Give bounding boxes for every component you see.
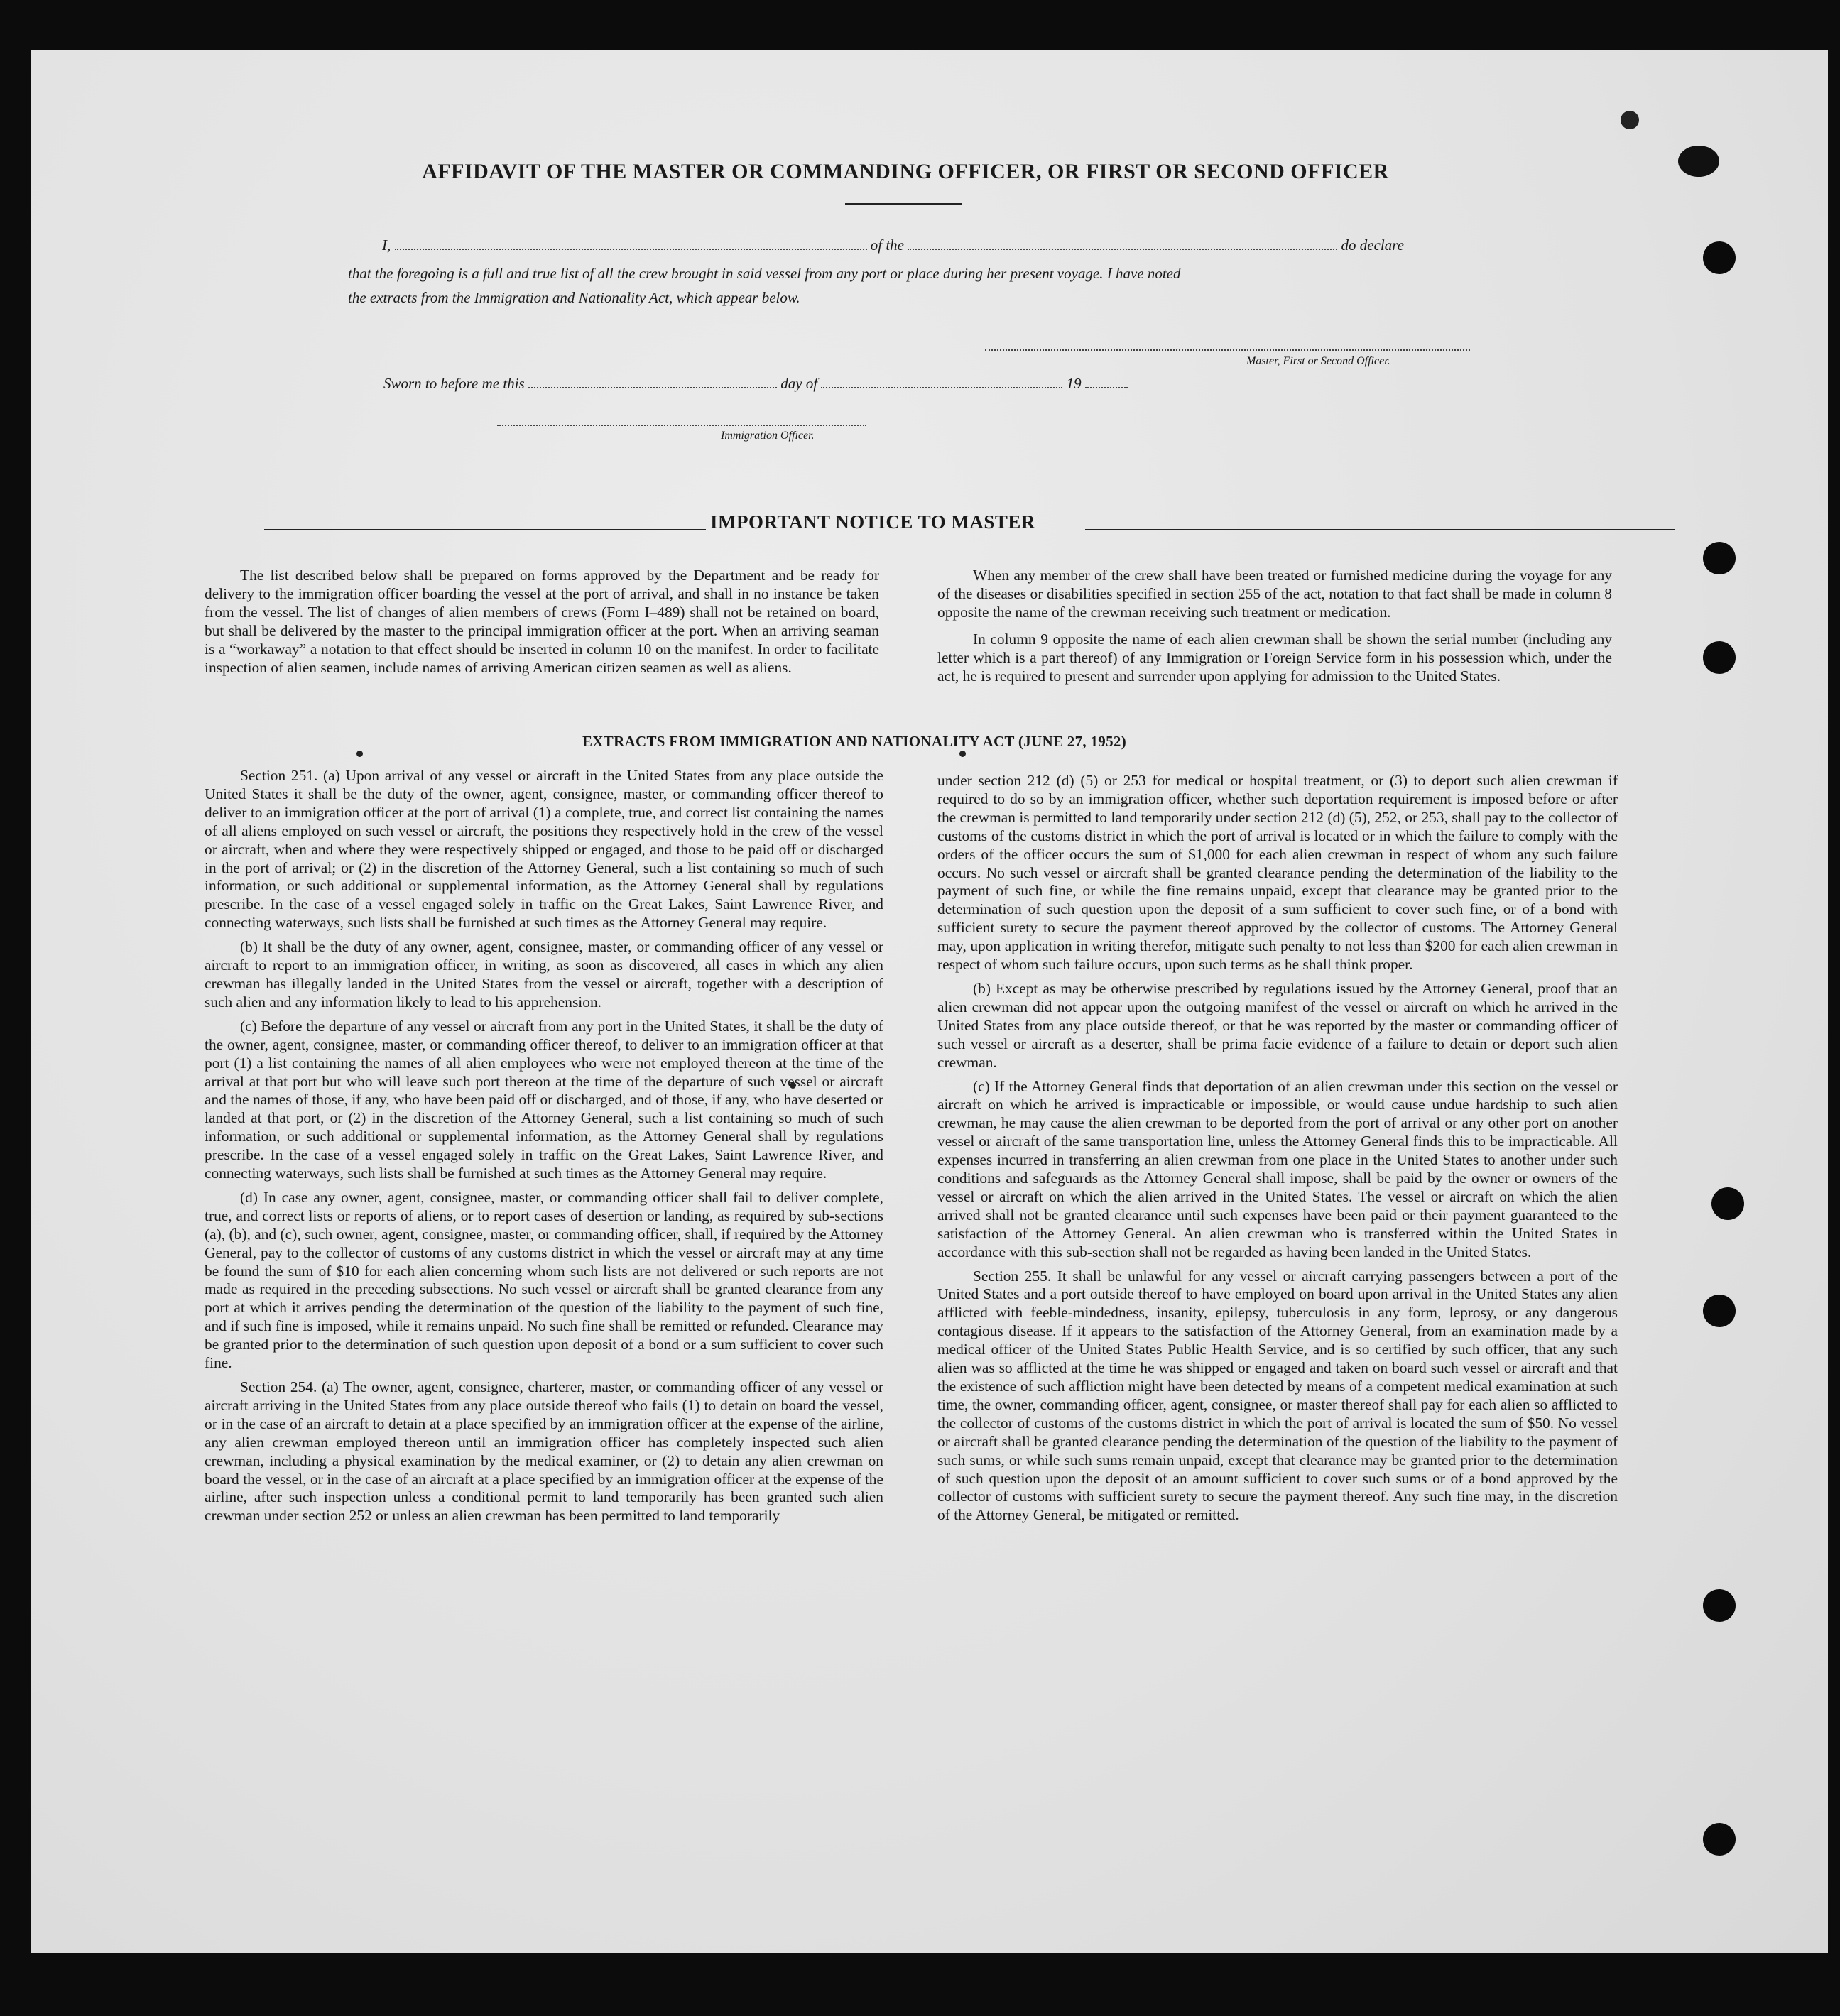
section-251-b: (b) It shall be the duty of any owner, agent, consignee, master, or commanding officer of any vessel or aircraft to report to an immigration officer, in writing, as soon as discovered, all cases in which any alien crewman has illegally landed in the United States from the vessel or aircraft, together with a description of such alien and any information likely to lead to his apprehension. [205,938,883,1010]
statement-line-1: that the foregoing is a full and true list of all the crew brought in said vessel from any port or place during her present voyage. I have noted [348,265,1181,282]
immigration-officer-label: Immigration Officer. [721,430,815,442]
section-254-b: (b) Except as may be otherwise prescribed by regulations issued by the Attorney General, proof that an alien crewman did not appear upon the outgoing manifest of the vessel or aircraft on which he arrived in the United States from any place outside thereof, or that he was reported by the master or commanding officer of such vessel or aircraft as a deserter, shall be prima facie evidence of a failure to detain or deport such alien crewman. [937,979,1618,1071]
notice-right-column [937,567,1612,685]
i-label: I, [382,236,391,254]
punch-hole [1703,241,1736,274]
punch-hole [1703,641,1736,674]
section-251-a: Section 251. (a) Upon arrival of any vessel or aircraft in the United States from any place outside the United States it shall be the duty of the owner, agent, consignee, master, or commanding officer thereof to deliver to an immigration officer at the port of arrival (1) a complete, true, and correct list containing the names of all aliens employed on such vessel or aircraft, the positions they respectively hold in the crew of the vessel or aircraft, when and where they were respectively shipped or engaged, and those to be paid off or discharged in the port of arrival; or (2) in the discretion of the Attorney General, such a list containing so much of such information, or such additional or supplemental information, as the Attorney General shall by regulations prescribe. In the case of a vessel engaged solely in traffic on the Great Lakes, Saint Lawrence River, and connecting waterways, such lists shall be furnished at such times as the Attorney General may require. [205,767,883,932]
section-254-a: Section 254. (a) The owner, agent, consignee, charterer, master, or commanding officer of any vessel or aircraft arriving in the United States from any place outside thereof who fails (1) to detain on board the vessel, or in the case of an aircraft to detain at a place specified by an immigration officer at the expense of the airline, any alien crewman employed thereon until an immigration officer has completely inspected such alien crewman, including a physical examination by the medical examiner, or (2) to detain any alien crewman on board the vessel, or in the case of an aircraft at a place specified by an immigration officer at the expense of the airline, after such inspection unless a conditional permit to land temporarily has been granted such alien crewman under section 252 or unless an alien crewman has been permitted to land temporarily [205,1378,883,1525]
notice-left-column [205,567,879,677]
punch-hole [1703,1589,1736,1622]
year-label: 19 [1066,375,1082,392]
stray-dot [959,751,966,757]
declaration-line [382,236,1465,254]
sworn-month-blank[interactable] [821,374,1062,388]
master-signature-line[interactable] [985,349,1470,351]
sworn-year-blank[interactable] [1085,374,1128,388]
master-signature-label: Master, First or Second Officer. [1246,355,1390,367]
punch-hole [1703,542,1736,574]
statement-line-2: the extracts from the Immigration and Nationality Act, which appear below. [348,289,800,306]
stray-dot [356,751,363,757]
section-254-a-continued: under section 212 (d) (5) or 253 for medical or hospital treatment, or (3) to deport such alien crewman if required to do so by an immigration officer, whether such deportation requirement is imposed before or after the crewman is permitted to land temporarily under section 212 (d) (5), 252, or 253, shall pay to the collector of customs of the customs district in which the port of arrival is located or in which the failure to comply with the orders of the officer occurs the sum of $1,000 for each alien crewman in respect of whom any such failure occurs. No such vessel or aircraft shall be granted clearance pending the determination of the liability to the payment of such fine, or while the fine remains unpaid, except that clearance may be granted prior to the determination of such question upon the deposit of a sum sufficient to cover such fine, or of a bond with sufficient surety to secure the payment thereof approved by the collector of customs. The Attorney General may, upon application in writing therefor, mitigate such penalty to not less than $200 for each alien crewman in respect of whom such failure occurs, upon such terms as he shall think proper. [937,772,1618,974]
notice-rule-right [1085,529,1675,530]
section-255: Section 255. It shall be unlawful for any vessel or aircraft carrying passengers between a port of the United States and a port outside thereof to have employed on board upon arrival in the United States any alien afflicted with feeble-mindedness, insanity, epilepsy, tuberculosis in any form, leprosy, or any dangerous contagious disease. If it appears to the satisfaction of the Attorney General, from an examination made by a medical officer of the United States Public Health Service, and is so certified by such officer, that any such alien was so afflicted at the time he was shipped or engaged and taken on board such vessel or aircraft and that the existence of such affliction might have been detected by means of a competent medical examination at such time, the owner, commanding officer, agent, consignee, or master thereof shall pay for each alien so afflicted to the collector of customs of the customs district in which the port of arrival is located the sum of $50. No vessel or aircraft shall be granted clearance pending the determination of the question of the liability to the payment of such sums, or while such sums remain unpaid, except that clearance may be granted prior to the determination of such question upon the deposit of an amount sufficient to cover such sums or of a bond approved by the collector of customs with sufficient surety to secure the payment thereof. Any such fine may, in the discretion of the Attorney General, be mitigated or remitted. [937,1267,1618,1524]
title-rule [845,203,962,205]
punch-hole [1703,1295,1736,1327]
punch-hole [1711,1187,1744,1220]
sworn-label: Sworn to before me this [383,375,525,392]
day-of-label: day of [780,375,818,392]
extracts-title: EXTRACTS FROM IMMIGRATION AND NATIONALITY ACT (JUNE 27, 1952) [582,733,1126,750]
sworn-line [383,374,1236,393]
ink-blot [1621,111,1639,129]
sworn-day-blank[interactable] [528,374,777,388]
notice-left-text: The list described below shall be prepared on forms approved by the Department and be ready for delivery to the immigration officer boarding the vessel at the port of arrival, and shall in no instance be taken from the vessel. The list of changes of alien members of crews (Form I–489) shall not be retained on board, but shall be delivered by the master to the principal immigration officer at the port. When an arriving seaman is a “workaway” a notation to that effect should be inserted in column 10 on the manifest. In order to facilitate inspection of alien seamen, include names of arriving American citizen seamen as well as aliens. [205,567,879,676]
extracts-right-column [937,772,1618,1525]
affidavit-title: AFFIDAVIT OF THE MASTER OR COMMANDING OFFICER, OR FIRST OR SECOND OFFICER [422,160,1389,183]
punch-hole [1703,1823,1736,1856]
notice-right-text-1: When any member of the crew shall have been treated or furnished medicine during the voyage for any of the diseases or disabilities specified in section 255 of the act, notation to that fact shall be made in column 8 opposite the name of the crewman receiving such treatment or medication. [937,567,1612,621]
notice-right-text-2: In column 9 opposite the name of each alien crewman shall be shown the serial number (including any letter which is a part thereof) of any Immigration or Foreign Service form in his possession which, under the act, he is required to present and surrender upon applying for admission to the United States. [937,630,1612,685]
immigration-officer-signature-line[interactable] [497,425,866,426]
vessel-blank[interactable] [908,236,1337,250]
notice-title: IMPORTANT NOTICE TO MASTER [710,511,1035,533]
section-251-c: (c) Before the departure of any vessel or aircraft from any port in the United States, it shall be the duty of the owner, agent, consignee, master, or commanding officer thereof, to deliver to an immigration officer at that port (1) a list containing the names of all alien employees who were not employed thereon at the time of the arrival at that port but who will leave such port thereon at the time of the departure of such vessel or aircraft and the names of those, if any, who have been paid off or discharged, and of those, if any, who have deserted or landed at that port, or (2) in the discretion of the Attorney General, such a list containing so much of such information, or such additional or supplemental information, as the Attorney General shall by regulations prescribe. In the case of a vessel engaged solely in traffic on the Great Lakes, Saint Lawrence River, and connecting waterways, such lists shall be furnished at such times as the Attorney General may require. [205,1017,883,1182]
of-the-label: of the [870,236,904,254]
section-254-c: (c) If the Attorney General finds that deportation of an alien crewman under this section on the vessel or aircraft on which he arrived is impracticable or impossible, or would cause undue hardship to such alien crewman, he may cause the alien crewman to be deported from the port of arrival or any other port on another vessel or aircraft of the same transportation line, unless the Attorney General finds this to be impracticable. All expenses incurred in transferring an alien crewman from one place in the United States to another under such conditions and safeguards as the Attorney General shall impose, shall be paid by the owner or owners of the vessel or aircraft on which the alien arrived in the United States. The vessel or aircraft on which the alien arrived shall not be granted clearance until such expenses have been paid or their payment guaranteed to the satisfaction of the Attorney General. An alien crewman who is transferred within the United States in accordance with this sub-section shall not be regarded as having been landed in the United States. [937,1077,1618,1260]
extracts-left-column [205,767,883,1525]
notice-rule-left [264,529,706,530]
do-declare-label: do declare [1341,236,1404,254]
section-251-d: (d) In case any owner, agent, consignee, master, or commanding officer shall fail to deliver complete, true, and correct lists or reports of aliens, or to report cases of desertion or landing, as required by sub-sections (a), (b), and (c), such owner, agent, consignee, master, or commanding officer, shall, if required by the Attorney General, pay to the collector of customs of any customs district in which the vessel or aircraft may at any time be found the sum of $10 for each alien concerning whom such lists are not delivered or such reports are not made as required in the preceding subsections. No such vessel or aircraft shall be granted clearance from any port at which it arrives pending the determination of the question of the liability to the payment of such fine, and if such fine is imposed, while it remains unpaid. No such fine shall be remitted or refunded. Clearance may be granted prior to the determination of such question upon deposit of a bond or a sum sufficient to cover such fine. [205,1188,883,1372]
name-blank[interactable] [395,236,867,250]
